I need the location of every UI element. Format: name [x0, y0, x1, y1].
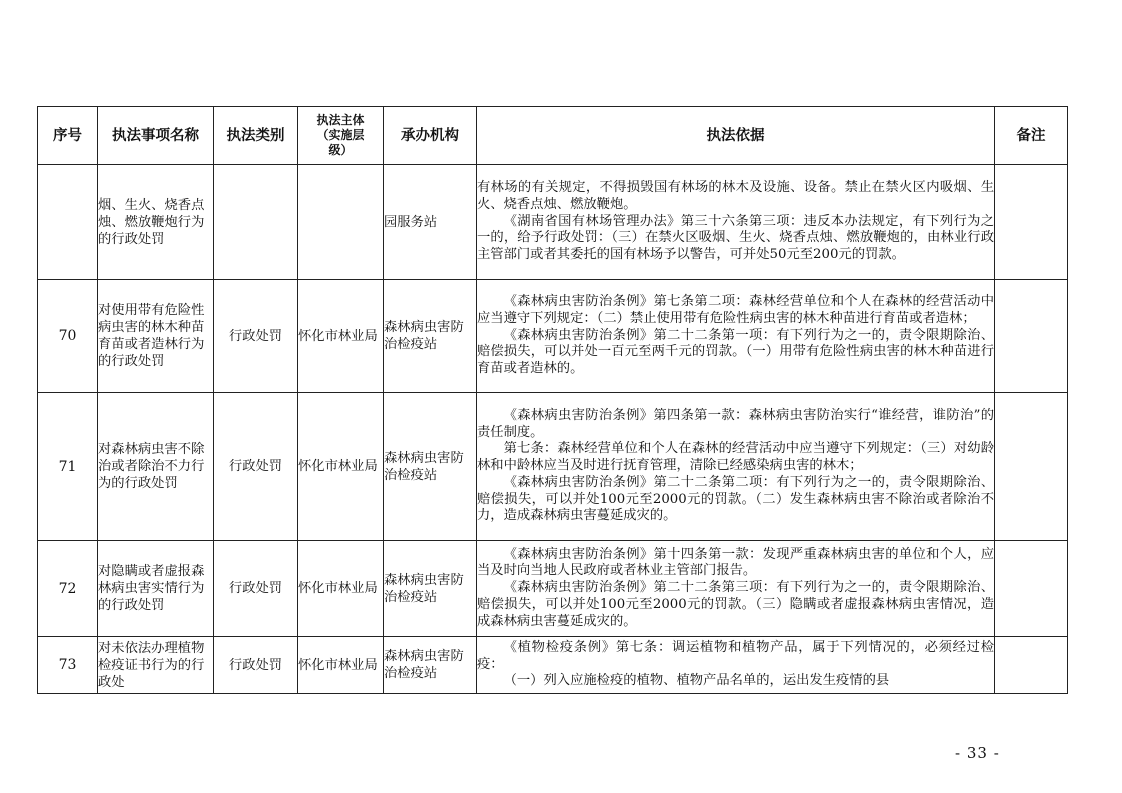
row-basis	[477, 541, 995, 637]
row-category: 行政处罚	[214, 393, 298, 541]
row-category: 行政处罚	[214, 637, 298, 694]
row-number: 71	[38, 393, 98, 541]
page-number: - 33 -	[955, 744, 1000, 762]
row-remarks	[995, 393, 1068, 541]
table-row	[38, 165, 1068, 280]
basis-paragraph: 《森林病虫害防治条例》第七条第二项：森林经营单位和个人在森林的经营活动中应当遵守下列规定：（二）禁止使用带有危险性病虫害的林木种苗进行育苗或者造林；	[477, 294, 994, 326]
basis-paragraph: 第七条：森林经营单位和个人在森林的经营活动中应当遵守下列规定：（三）对幼龄林和中龄林应当及时进行抚育管理，清除已经感染病虫害的林木；	[477, 441, 994, 474]
row-subject: 怀化市林业局	[298, 637, 384, 694]
row-item-name: 对隐瞒或者虚报森林病虫害实情行为的行政处罚	[98, 541, 214, 637]
basis-paragraph: 《森林病虫害防治条例》第二十二条第三项：有下列行为之一的，责令限期除治、赔偿损失，可以并处100元至2000元的罚款。（三）隐瞒或者虚报森林病虫害情况，造成森林病虫害蔓延成灾的。	[477, 580, 994, 629]
row-organization: 森林病虫害防治检疫站	[384, 541, 477, 637]
header-row	[38, 107, 1068, 165]
header-basis: 执法依据	[477, 107, 995, 165]
header-seq: 序号	[38, 107, 98, 165]
row-subject: 怀化市林业局	[298, 541, 384, 637]
basis-paragraph: 《森林病虫害防治条例》第四条第一款：森林病虫害防治实行“谁经营，谁防治”的责任制度。	[477, 408, 994, 440]
basis-paragraph: 《森林病虫害防治条例》第二十二条第二项：有下列行为之一的，责令限期除治、赔偿损失，可以并处100元至2000元的罚款。（二）发生森林病虫害不除治或者除治不力，造成森林病虫害蔓延成灾的。	[477, 474, 994, 524]
row-number: 72	[38, 541, 98, 637]
row-organization: 森林病虫害防治检疫站	[384, 393, 477, 541]
header-category: 执法类别	[214, 107, 298, 165]
row-category	[214, 165, 298, 280]
row-basis	[477, 393, 995, 541]
row-number: 70	[38, 280, 98, 393]
row-subject	[298, 165, 384, 280]
row-category: 行政处罚	[214, 541, 298, 637]
basis-paragraph: （一）列入应施检疫的植物、植物产品名单的，运出发生疫情的县	[503, 673, 890, 689]
row-basis	[477, 165, 995, 280]
header-subject: 执法主体（实施层级）	[298, 107, 384, 165]
row-basis	[477, 280, 995, 393]
basis-paragraph: 《植物检疫条例》第七条：调运植物和植物产品，属于下列情况的，必须经过检疫：	[477, 639, 994, 672]
table-row	[38, 637, 1068, 694]
row-number: 73	[38, 637, 98, 694]
row-category: 行政处罚	[214, 280, 298, 393]
row-subject: 怀化市林业局	[298, 393, 384, 541]
row-item-name: 对森林病虫害不除治或者除治不力行为的行政处罚	[98, 393, 214, 541]
row-remarks	[995, 280, 1068, 393]
row-remarks	[995, 165, 1068, 280]
row-item-name: 对未依法办理植物检疫证书行为的行政处	[98, 637, 214, 694]
row-number	[38, 165, 98, 280]
basis-paragraph: 《森林病虫害防治条例》第十四条第一款：发现严重森林病虫害的单位和个人，应当及时向当地人民政府或者林业主管部门报告。	[477, 546, 994, 579]
header-organization: 承办机构	[384, 107, 477, 165]
row-organization: 森林病虫害防治检疫站	[384, 637, 477, 694]
basis-paragraph: 《森林病虫害防治条例》第二十二条第一项：有下列行为之一的，责令限期除治、赔偿损失，可以并处一百元至两千元的罚款。（一）用带有危险性病虫害的林木种苗进行育苗或者造林的。	[477, 327, 994, 377]
table-row	[38, 541, 1068, 637]
row-remarks	[995, 637, 1068, 694]
enforcement-table	[37, 106, 1068, 694]
row-organization: 园服务站	[384, 165, 477, 280]
header-remarks: 备注	[995, 107, 1068, 165]
row-basis	[477, 637, 995, 694]
row-remarks	[995, 541, 1068, 637]
basis-paragraph: 有林场的有关规定，不得损毁国有林场的林木及设施、设备。禁止在禁火区内吸烟、生火、烧香点烛、燃放鞭炮。	[477, 180, 994, 212]
table-row	[38, 393, 1068, 541]
row-organization: 森林病虫害防治检疫站	[384, 280, 477, 393]
row-item-name: 烟、生火、烧香点烛、燃放鞭炮行为的行政处罚	[98, 165, 214, 280]
basis-paragraph: 《湖南省国有林场管理办法》第三十六条第三项：违反本办法规定，有下列行为之一的，给予行政处罚：（三）在禁火区吸烟、生火、烧香点烛、燃放鞭炮的，由林业行政主管部门或者其委托的国有林场予以警告，可并处50元至200元的罚款。	[477, 213, 994, 263]
header-item-name: 执法事项名称	[98, 107, 214, 165]
table-row	[38, 280, 1068, 393]
row-item-name: 对使用带有危险性病虫害的林木种苗育苗或者造林行为的行政处罚	[98, 280, 214, 393]
row-subject: 怀化市林业局	[298, 280, 384, 393]
